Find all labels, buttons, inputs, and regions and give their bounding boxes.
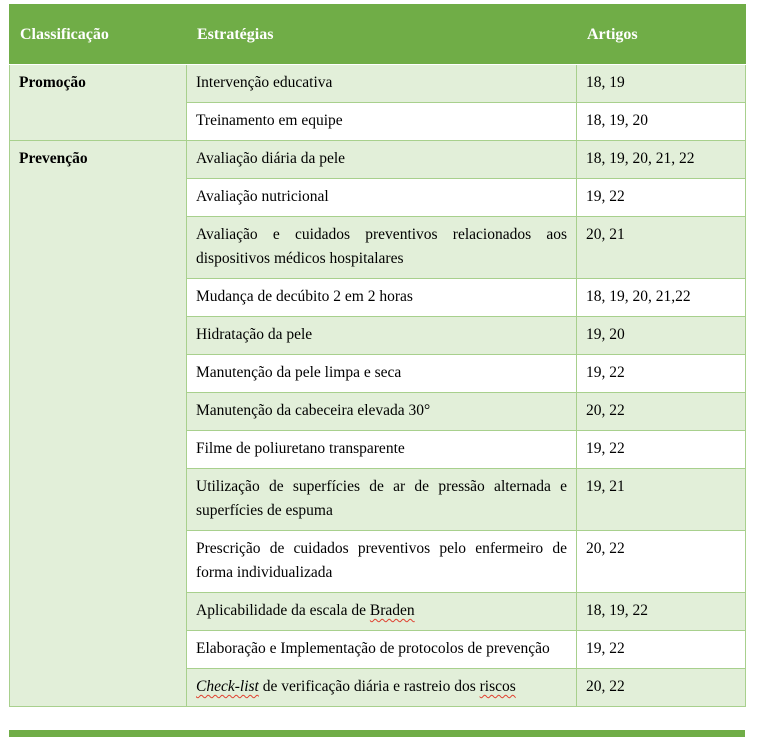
articles-cell: 20, 22 xyxy=(577,669,746,707)
table-row xyxy=(10,141,746,179)
strategy-cell xyxy=(187,469,577,531)
strategy-cell xyxy=(187,65,577,103)
strategy-text: de verificação diária e rastreio dos xyxy=(258,678,480,695)
strategy-cell xyxy=(187,355,577,393)
strategy-text: Manutenção da cabeceira elevada 30° xyxy=(196,402,431,419)
strategies-table xyxy=(9,4,746,707)
strategy-cell xyxy=(187,593,577,631)
classification-cell: Promoção xyxy=(10,65,187,141)
articles-cell: 19, 22 xyxy=(577,355,746,393)
articles-cell: 20, 22 xyxy=(577,393,746,431)
table-row xyxy=(10,65,746,103)
articles-cell: 18, 19, 20, 21,22 xyxy=(577,279,746,317)
strategy-text: Elaboração e Implementação de protocolos de prevenção xyxy=(196,640,550,657)
strategy-cell xyxy=(187,631,577,669)
articles-cell: 18, 19, 20, 21, 22 xyxy=(577,141,746,179)
strategy-cell xyxy=(187,317,577,355)
strategy-text: Manutenção da pele limpa e seca xyxy=(196,364,402,381)
strategy-text: Mudança de decúbito 2 em 2 horas xyxy=(196,288,413,305)
articles-cell: 19, 22 xyxy=(577,431,746,469)
strategy-cell xyxy=(187,531,577,593)
strategy-text: Intervenção educativa xyxy=(196,74,333,91)
column-header-classificacao: Classificação xyxy=(10,5,187,65)
strategy-text: Treinamento em equipe xyxy=(196,112,343,129)
articles-cell: 20, 22 xyxy=(577,531,746,593)
strategy-cell xyxy=(187,103,577,141)
strategy-text: Prescrição de cuidados preventivos pelo enfermeiro de forma individualizada xyxy=(196,540,567,581)
classification-cell: Prevenção xyxy=(10,141,187,707)
strategy-cell xyxy=(187,279,577,317)
next-row-divider xyxy=(9,730,745,737)
articles-cell: 19, 21 xyxy=(577,469,746,531)
strategy-text: Avaliação e cuidados preventivos relacionados aos dispositivos médicos hospitalares xyxy=(196,226,567,267)
misspelled-text: riscos xyxy=(479,678,516,695)
table-header xyxy=(10,5,746,65)
header-row xyxy=(10,5,746,65)
strategy-text: Avaliação diária da pele xyxy=(196,150,346,167)
column-header-estrategias: Estratégias xyxy=(187,5,577,65)
column-header-artigos: Artigos xyxy=(577,5,746,65)
articles-cell: 19, 22 xyxy=(577,179,746,217)
articles-cell: 19, 22 xyxy=(577,631,746,669)
strategy-text: Filme de poliuretano transparente xyxy=(196,440,405,457)
strategy-cell xyxy=(187,179,577,217)
articles-cell: 18, 19 xyxy=(577,65,746,103)
strategy-text: Aplicabilidade da escala de xyxy=(196,602,370,619)
strategy-cell xyxy=(187,141,577,179)
table-body xyxy=(10,65,746,707)
articles-cell: 18, 19, 20 xyxy=(577,103,746,141)
strategy-text: Utilização de superfícies de ar de pressão alternada e superfícies de espuma xyxy=(196,478,567,519)
articles-cell: 20, 21 xyxy=(577,217,746,279)
articles-cell: 18, 19, 22 xyxy=(577,593,746,631)
strategy-text: Hidratação da pele xyxy=(196,326,313,343)
misspelled-text: Check-list xyxy=(196,678,259,695)
articles-cell: 19, 20 xyxy=(577,317,746,355)
strategy-cell xyxy=(187,393,577,431)
strategy-text: Avaliação nutricional xyxy=(196,188,329,205)
strategy-cell xyxy=(187,217,577,279)
misspelled-text: Braden xyxy=(369,602,415,619)
strategy-cell xyxy=(187,431,577,469)
strategy-cell xyxy=(187,669,577,707)
